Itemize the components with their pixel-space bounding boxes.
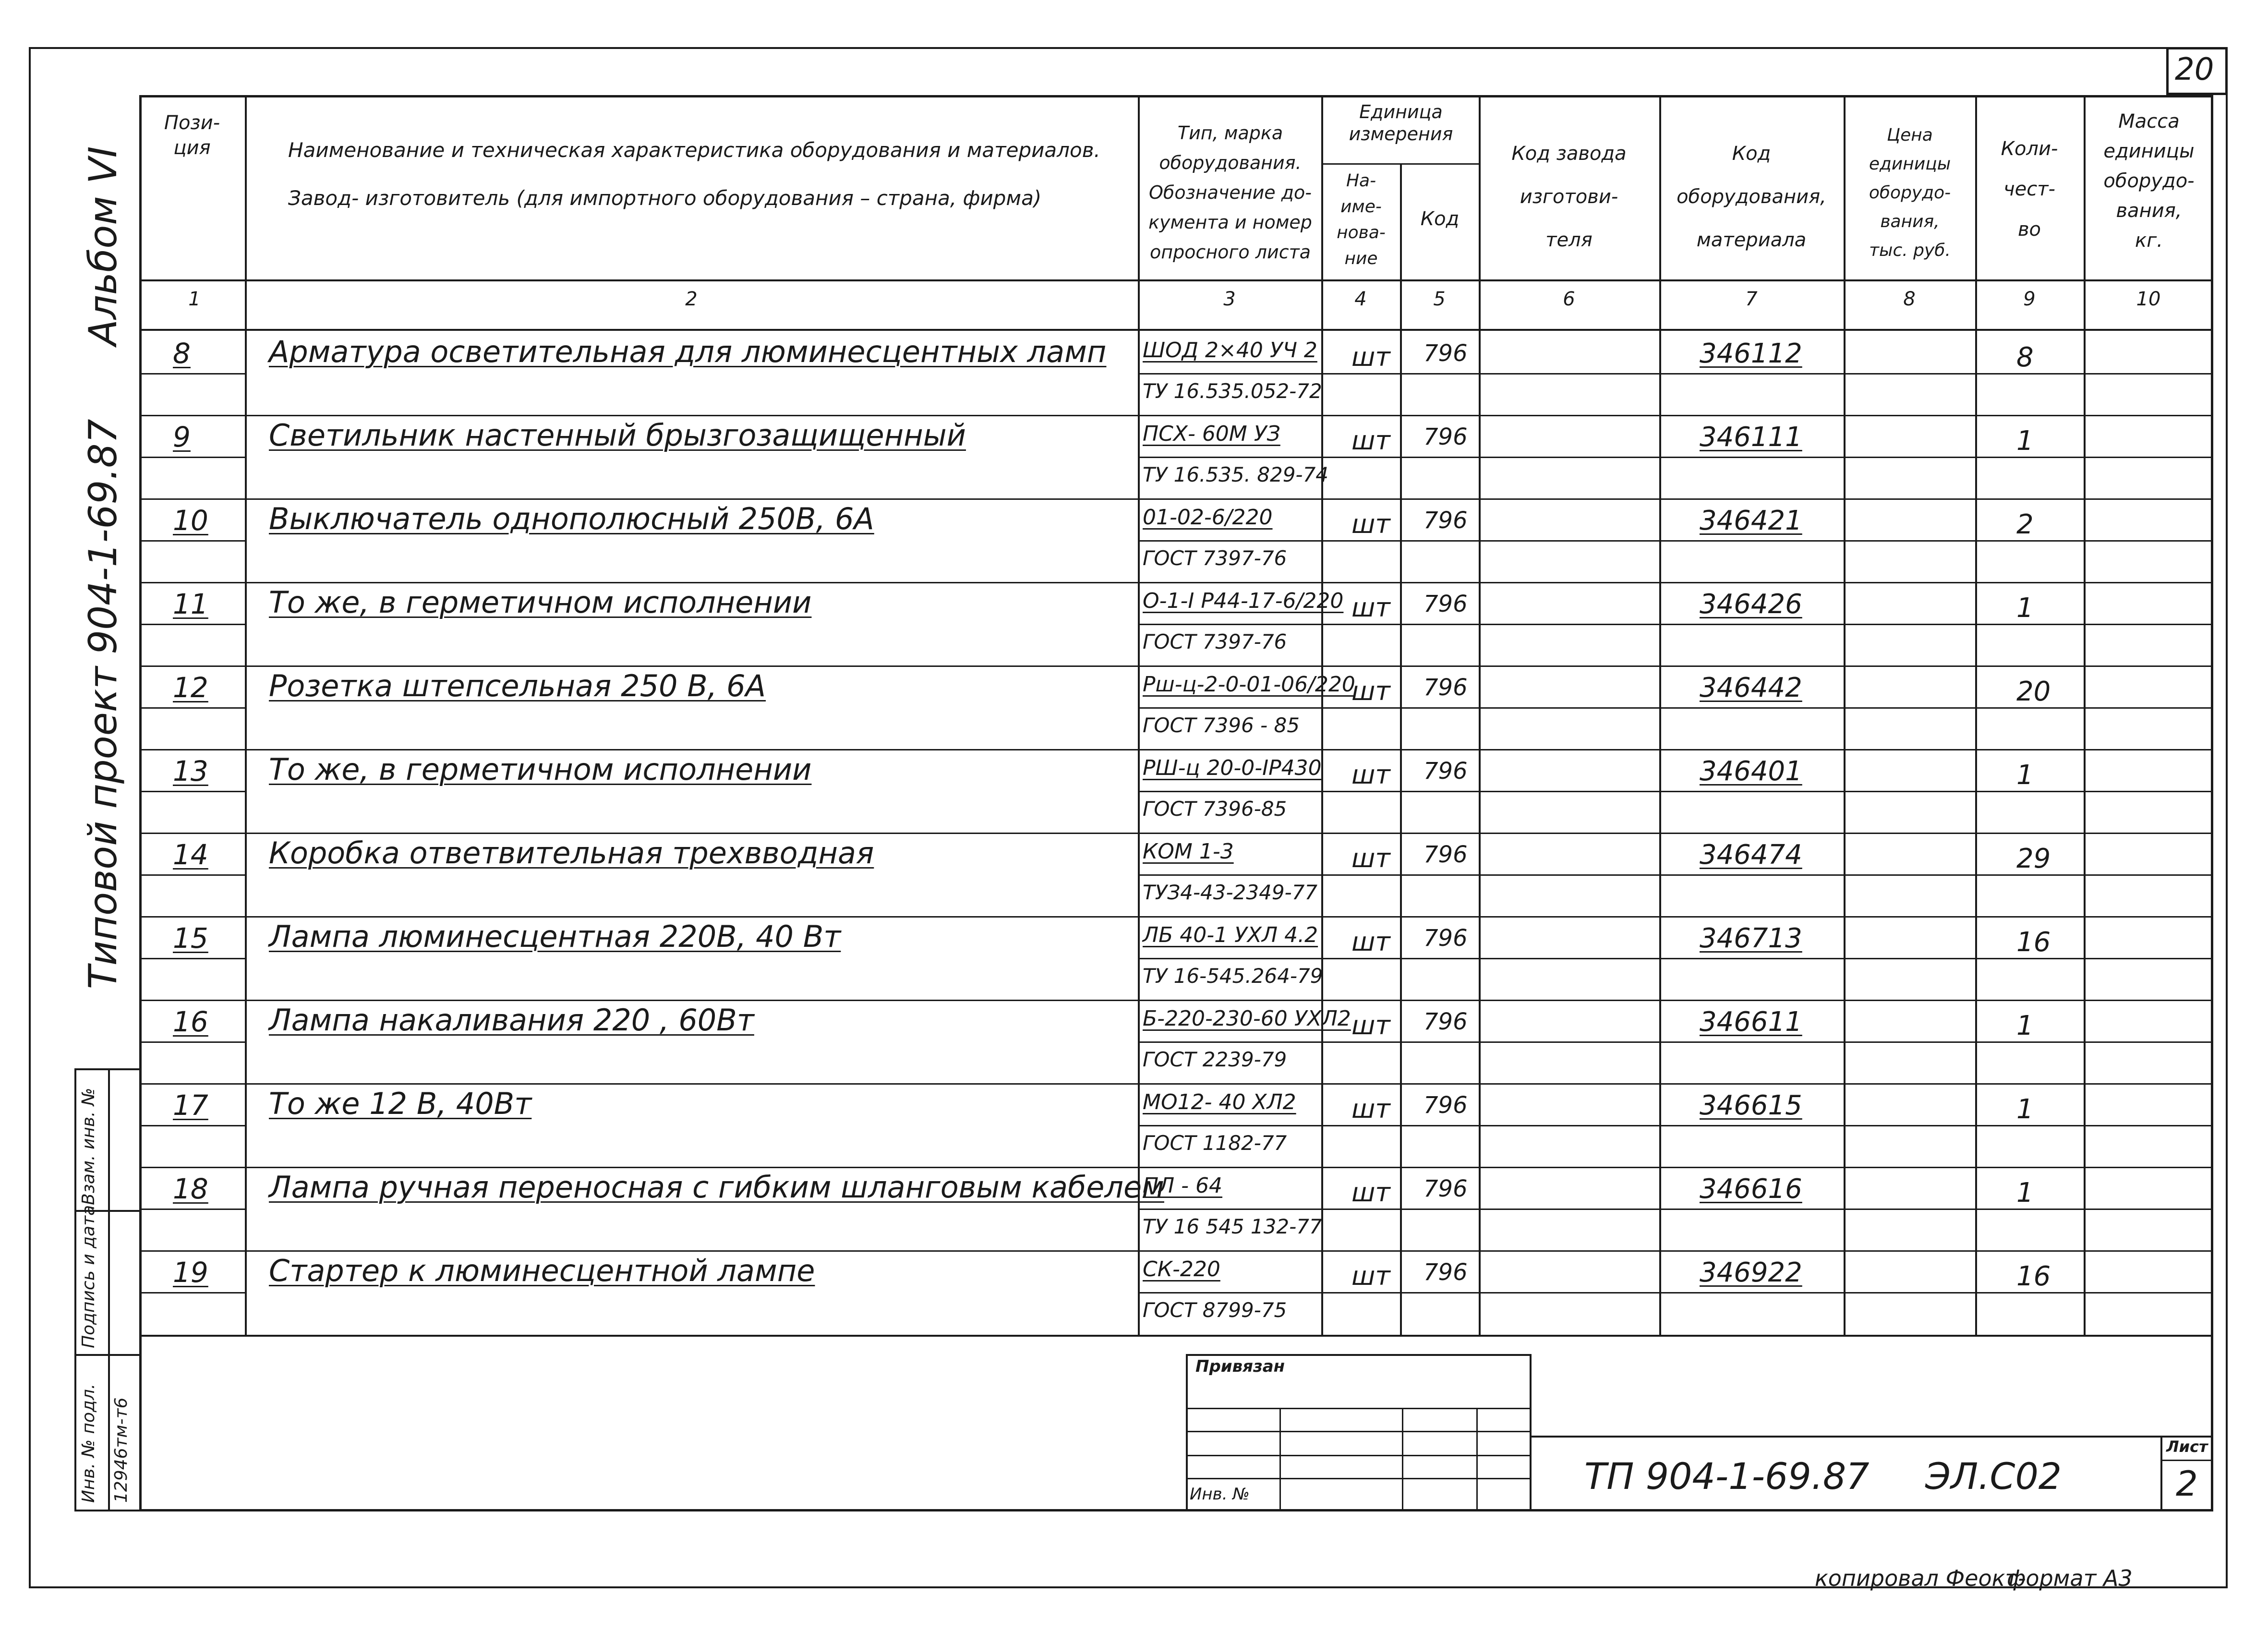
cell-equip-code: 346615	[1700, 1090, 1802, 1121]
cell-unit-code: 796	[1424, 1175, 1468, 1202]
column-number: 3	[1223, 288, 1236, 310]
stamp-inv-subst: Взам. инв. №	[79, 1088, 98, 1205]
cell-unit-code: 796	[1424, 925, 1468, 952]
cell-unit-code: 796	[1424, 841, 1468, 868]
cell-type: МО12- 40 ХЛ2	[1143, 1090, 1296, 1114]
cell-position: 12	[173, 671, 208, 704]
cell-name: Розетка штепсельная 250 В, 6А	[269, 668, 766, 703]
cell-unit-code: 796	[1424, 340, 1468, 367]
cell-position: 13	[173, 755, 208, 787]
hdr-qty: Коли- чест- во	[2001, 138, 2058, 241]
cell-doc: ГОСТ 1182-77	[1143, 1131, 1287, 1155]
hdr-type: Тип, марка оборудования. Обозначение до- кумента и номер опросного листа	[1148, 122, 1312, 263]
cell-equip-code: 346474	[1700, 839, 1802, 870]
cell-name: Лампа ручная переносная с гибким шланговым кабелем	[269, 1170, 1164, 1205]
cell-position: 19	[173, 1256, 208, 1289]
cell-position: 8	[173, 337, 191, 370]
stamp-inv-orig: Инв. № подл.	[79, 1383, 98, 1503]
cell-qty: 1	[2016, 1177, 2034, 1209]
cell-equip-code: 346111	[1700, 422, 1802, 453]
cell-doc: ТУ 16.535. 829-74	[1143, 463, 1329, 486]
cell-equip-code: 346112	[1700, 338, 1802, 369]
cell-position: 11	[173, 588, 208, 620]
hdr-price: Цена единицы оборудо- вания, тыс. руб.	[1869, 125, 1951, 260]
cell-type: Б-220-230-60 УХЛ2	[1143, 1006, 1351, 1031]
cell-qty: 20	[2016, 676, 2051, 707]
cell-name: Лампа люминесцентная 220В, 40 Вт	[269, 919, 841, 954]
cell-doc: ТУ 16 545 132-77	[1143, 1215, 1322, 1238]
hdr-name-line1: Наименование и техническая характеристика оборудования и материалов.	[288, 138, 1100, 162]
cell-doc: ТУ 16-545.264-79	[1143, 964, 1323, 988]
hdr-unit-group: Единица измерения	[1349, 101, 1453, 145]
stamp-sign-date: Подпись и дата	[79, 1205, 98, 1348]
cell-qty: 16	[2016, 927, 2051, 958]
cell-qty: 1	[2016, 592, 2034, 624]
cell-unit: шт	[1351, 760, 1390, 790]
cell-unit-code: 796	[1424, 507, 1468, 534]
cell-name: Светильник настенный брызгозащищенный	[269, 418, 966, 453]
doc-code: ЭЛ.С02	[1925, 1455, 2062, 1498]
cell-qty: 8	[2016, 342, 2034, 373]
cell-name: Лампа накаливания 220 , 60Вт	[269, 1003, 754, 1038]
cell-doc: ТУЗ4-43-2349-77	[1143, 881, 1318, 904]
cell-equip-code: 346421	[1700, 505, 1802, 536]
cell-doc: ТУ 16.535.052-72	[1143, 379, 1322, 403]
cell-type: ПСХ- 60М УЗ	[1143, 422, 1280, 446]
copied-by: копировал Феокт-	[1815, 1565, 2026, 1591]
cell-qty: 16	[2016, 1261, 2051, 1292]
cell-type: РШ-ц 20-0-IР430	[1143, 756, 1322, 780]
cell-position: 16	[173, 1005, 208, 1038]
cell-unit: шт	[1351, 592, 1390, 623]
stamp-inv-value: 12946тм-т6	[111, 1397, 131, 1503]
cell-equip-code: 346401	[1700, 756, 1802, 787]
column-number: 5	[1433, 288, 1446, 310]
cell-unit: шт	[1351, 927, 1390, 957]
cell-equip-code: 346616	[1700, 1173, 1802, 1205]
cell-unit-code: 796	[1424, 1259, 1468, 1286]
cell-unit-code: 796	[1424, 591, 1468, 617]
format-label: формат А3	[2007, 1565, 2133, 1591]
cell-type: СК-220	[1143, 1257, 1220, 1281]
cell-qty: 1	[2016, 425, 2034, 457]
cell-type: Рш-ц-2-0-01-06/220	[1143, 672, 1355, 697]
sheet-label: Лист	[2166, 1438, 2208, 1456]
cell-unit-code: 796	[1424, 674, 1468, 701]
hdr-name-line2: Завод- изготовитель (для импортного оборудования – страна, фирма)	[288, 186, 1042, 210]
hdr-unit-code: Код	[1420, 208, 1460, 230]
cell-name: Арматура осветительная для люминесцентных ламп	[269, 334, 1107, 369]
inv-label: Инв. №	[1190, 1485, 1250, 1504]
hdr-maker-code: Код завода изготови- теля	[1511, 143, 1627, 251]
cell-unit: шт	[1351, 425, 1390, 456]
cell-type: ШОД 2×40 УЧ 2	[1143, 338, 1317, 363]
cell-position: 10	[173, 504, 208, 537]
cell-type: 01-02-6/220	[1143, 505, 1273, 530]
column-number: 8	[1903, 288, 1916, 310]
cell-unit: шт	[1351, 1094, 1390, 1124]
cell-doc: ГОСТ 7396 - 85	[1143, 713, 1300, 737]
project-label: Типовой проект 904-1-69.87	[81, 419, 125, 989]
cell-name: То же, в герметичном исполнении	[269, 752, 812, 787]
column-number: 2	[685, 288, 698, 310]
column-number: 1	[188, 288, 201, 310]
cell-unit: шт	[1351, 1177, 1390, 1208]
cell-qty: 2	[2016, 509, 2034, 540]
cell-name: То же 12 В, 40Вт	[269, 1086, 532, 1121]
cell-qty: 1	[2016, 1094, 2034, 1125]
cell-type: О-1-I Р44-17-6/220	[1143, 589, 1344, 613]
cell-unit-code: 796	[1424, 1008, 1468, 1035]
hdr-position: Пози- ция	[164, 112, 220, 159]
designation: ТП 904-1-69.87	[1584, 1455, 1870, 1498]
cell-position: 14	[173, 838, 208, 871]
cell-position: 18	[173, 1173, 208, 1205]
column-number: 7	[1745, 288, 1758, 310]
cell-unit: шт	[1351, 676, 1390, 706]
cell-unit: шт	[1351, 509, 1390, 539]
column-number: 9	[2023, 288, 2036, 310]
cell-unit-code: 796	[1424, 423, 1468, 450]
cell-unit-code: 796	[1424, 758, 1468, 785]
cell-qty: 1	[2016, 1010, 2034, 1041]
cell-position: 9	[173, 421, 191, 453]
cell-type: КОМ 1-3	[1143, 839, 1234, 864]
cell-position: 17	[173, 1089, 208, 1122]
hdr-equip-code: Код оборудования, материала	[1677, 143, 1826, 251]
cell-unit: шт	[1351, 342, 1390, 372]
cell-doc: ГОСТ 8799-75	[1143, 1298, 1287, 1322]
hdr-mass: Масса единицы оборудо- вания, кг.	[2103, 110, 2195, 252]
cell-equip-code: 346426	[1700, 589, 1802, 620]
cell-type: ПЛ - 64	[1143, 1173, 1223, 1198]
bound-label: Привязан	[1195, 1357, 1285, 1376]
cell-type: ЛБ 40-1 УХЛ 4.2	[1143, 923, 1318, 947]
cell-unit: шт	[1351, 1261, 1390, 1291]
sheet-corner-number: 20	[2175, 52, 2214, 87]
hdr-unit-name: На- име- нова- ние	[1337, 171, 1386, 268]
cell-equip-code: 346611	[1700, 1006, 1802, 1038]
column-number: 4	[1354, 288, 1367, 310]
cell-name: То же, в герметичном исполнении	[269, 585, 812, 620]
cell-name: Стартер к люминесцентной лампе	[269, 1253, 815, 1288]
sheet-number: 2	[2176, 1463, 2198, 1504]
cell-equip-code: 346922	[1700, 1257, 1802, 1288]
cell-equip-code: 346713	[1700, 923, 1802, 954]
cell-doc: ГОСТ 7397-76	[1143, 630, 1287, 653]
cell-unit-code: 796	[1424, 1092, 1468, 1119]
cell-unit: шт	[1351, 1010, 1390, 1040]
cell-name: Коробка ответвительная трехвводная	[269, 835, 874, 870]
cell-doc: ГОСТ 7396-85	[1143, 797, 1287, 821]
cell-doc: ГОСТ 2239-79	[1143, 1048, 1287, 1071]
album-label: Альбом VI	[81, 146, 125, 346]
cell-qty: 29	[2016, 843, 2051, 874]
cell-position: 15	[173, 922, 208, 955]
cell-doc: ГОСТ 7397-76	[1143, 546, 1287, 570]
cell-equip-code: 346442	[1700, 672, 1802, 703]
cell-qty: 1	[2016, 760, 2034, 791]
cell-name: Выключатель однополюсный 250В, 6А	[269, 501, 874, 536]
column-number: 10	[2136, 288, 2161, 310]
cell-unit: шт	[1351, 843, 1390, 873]
column-number: 6	[1563, 288, 1575, 310]
